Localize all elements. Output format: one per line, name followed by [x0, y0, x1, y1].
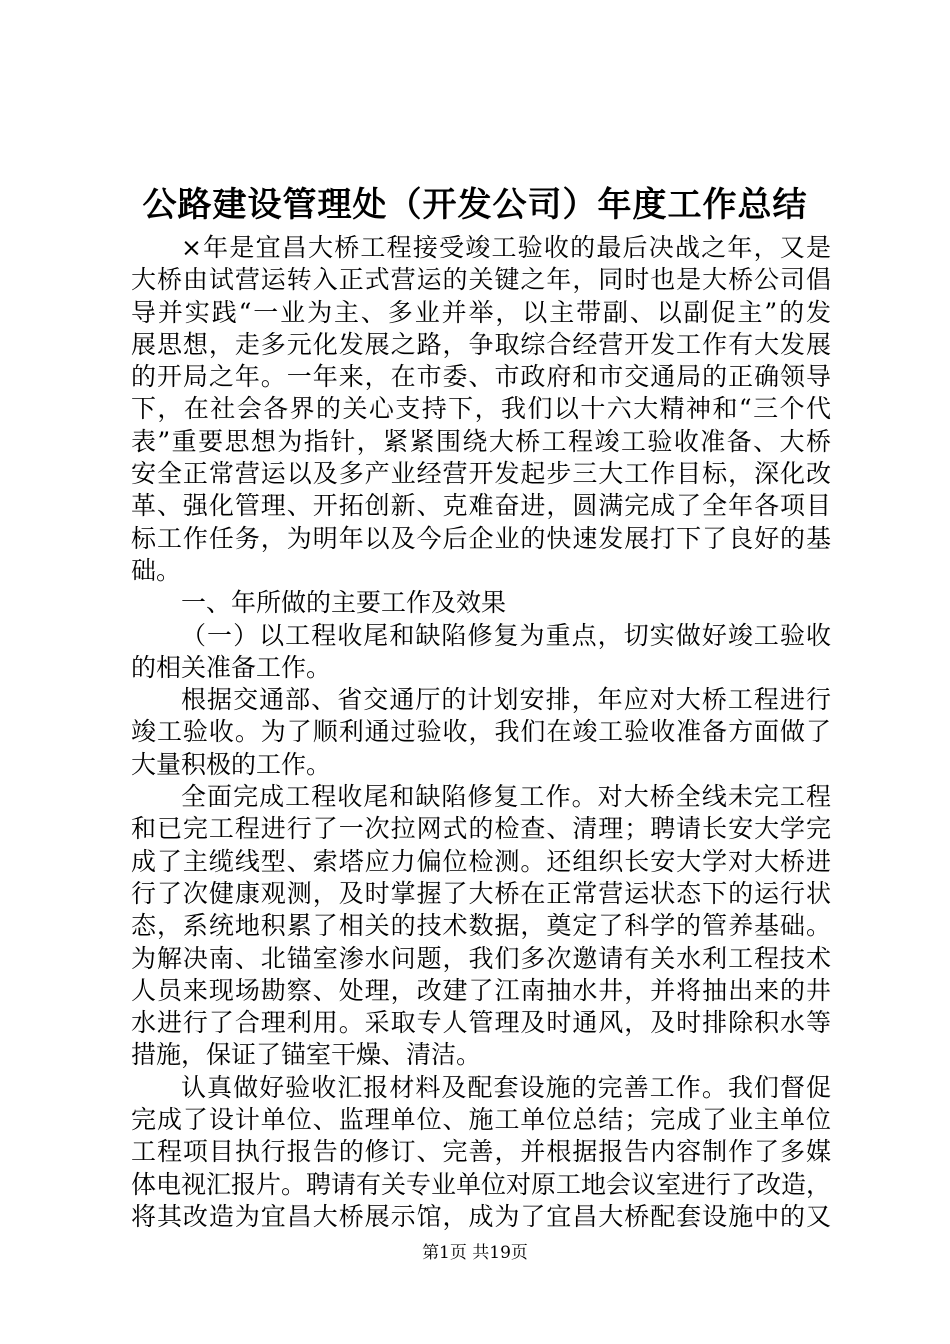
text-line: 大量积极的工作。	[131, 749, 332, 779]
body-paragraph	[131, 684, 831, 781]
text-line: 导并实践“一业为主、多业并举，以主带副、以副促主”的发	[131, 297, 831, 327]
text-line: 工程项目执行报告的修订、完善，并根据报告内容制作了多媒	[131, 1137, 831, 1167]
text-line: 水进行了合理利用。采取专人管理及时通风，及时排除积水等	[131, 1008, 831, 1038]
body-paragraph	[131, 1072, 831, 1233]
text-line: 下，在社会各界的关心支持下，我们以十六大精神和“三个代	[131, 394, 831, 424]
text-line: 竣工验收。为了顺利通过验收，我们在竣工验收准备方面做了	[131, 717, 831, 747]
text-line: 安全正常营运以及多产业经营开发起步三大工作目标，深化改	[131, 459, 831, 489]
text-line: 认真做好验收汇报材料及配套设施的完善工作。我们督促	[181, 1072, 831, 1102]
body-paragraph	[131, 781, 831, 1072]
text-line: 一、年所做的主要工作及效果	[181, 588, 507, 618]
document-title: 公路建设管理处（开发公司）年度工作总结	[142, 185, 808, 225]
body-paragraph	[131, 620, 831, 685]
text-line: 完成了设计单位、监理单位、施工单位总结；完成了业主单位	[131, 1105, 831, 1135]
text-line: 措施，保证了锚室干燥、清洁。	[131, 1040, 482, 1070]
text-line: 态，系统地积累了相关的技术数据，奠定了科学的管养基础。	[131, 911, 831, 941]
text-line: 为解决南、北锚室渗水问题，我们多次邀请有关水利工程技术	[131, 943, 831, 973]
text-line: 根据交通部、省交通厅的计划安排，年应对大桥工程进行	[181, 685, 831, 715]
body-paragraph	[131, 232, 831, 587]
text-line: 全面完成工程收尾和缺陷修复工作。对大桥全线未完工程	[181, 782, 831, 812]
text-line: 的相关准备工作。	[131, 652, 332, 682]
text-line: 础。	[131, 555, 182, 585]
text-line: 和已完工程进行了一次拉网式的检查、清理；聘请长安大学完	[131, 814, 831, 844]
text-line: ×年是宜昌大桥工程接受竣工验收的最后决战之年，又是	[181, 233, 831, 262]
document-body	[131, 232, 831, 1233]
text-line: 的开局之年。一年来，在市委、市政府和市交通局的正确领导	[131, 362, 831, 392]
text-line: 展思想，走多元化发展之路，争取综合经营开发工作有大发展	[131, 329, 831, 359]
text-line: 革、强化管理、开拓创新、克难奋进，圆满完成了全年各项目	[131, 491, 831, 521]
text-line: 大桥由试营运转入正式营运的关键之年，同时也是大桥公司倡	[131, 265, 831, 295]
text-line: 体电视汇报片。聘请有关专业单位对原工地会议室进行了改造，	[131, 1169, 832, 1199]
text-line: 成了主缆线型、索塔应力偏位检测。还组织长安大学对大桥进	[131, 846, 831, 876]
text-line: 行了次健康观测，及时掌握了大桥在正常营运状态下的运行状	[131, 878, 831, 908]
section-heading	[131, 587, 831, 619]
text-line: 标工作任务，为明年以及今后企业的快速发展打下了良好的基	[131, 523, 831, 553]
text-line: 表”重要思想为指针，紧紧围绕大桥工程竣工验收准备、大桥	[131, 426, 831, 456]
page-footer: 第1页 共19页	[422, 1243, 528, 1263]
text-line: 将其改造为宜昌大桥展示馆，成为了宜昌大桥配套设施中的又	[131, 1201, 831, 1231]
text-line: （一）以工程收尾和缺陷修复为重点，切实做好竣工验收	[181, 620, 831, 650]
text-line: 人员来现场勘察、处理，改建了江南抽水井，并将抽出来的井	[131, 975, 831, 1005]
